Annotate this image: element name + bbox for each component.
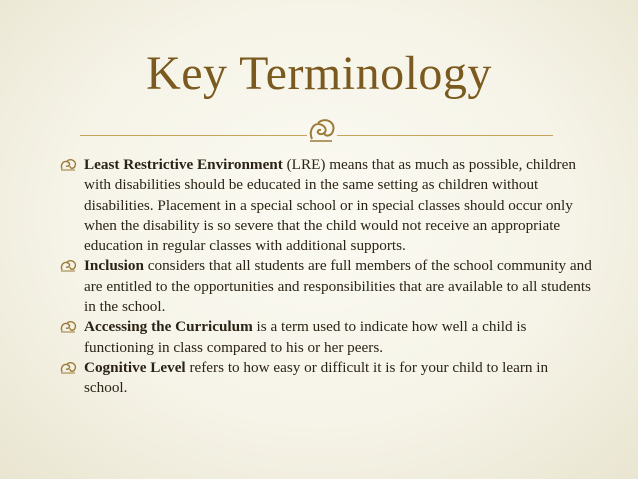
slide-title: Key Terminology	[146, 47, 492, 100]
list-item	[60, 317, 595, 358]
term-label: Cognitive Level	[84, 358, 186, 376]
title-divider-left	[80, 135, 307, 136]
list-item	[60, 256, 595, 317]
bullet-list	[60, 155, 595, 399]
ornament-bullet-icon	[60, 159, 77, 171]
term-definition: (LRE) means that as much as possible, children with disabilities should be educated in the same setting as children without disabilities. Placement in a special school or in special classes should occur only when the disability is so severe that the child would not receive an appropriate education in regular classes with additional supports.	[84, 156, 576, 255]
list-item	[60, 358, 595, 399]
term-label: Least Restrictive Environment	[84, 156, 283, 173]
title-divider-right	[337, 135, 553, 136]
ornament-bullet-icon	[60, 321, 77, 333]
ornament-icon	[306, 117, 338, 145]
term-definition: considers that all students are full members of the school community and are entitled to the opportunities and responsibilities that are available to all students in the school.	[84, 257, 592, 316]
ornament-bullet-icon	[60, 362, 77, 374]
ornament-bullet-icon	[60, 260, 77, 272]
list-item	[60, 155, 595, 256]
term-label: Inclusion	[84, 257, 144, 275]
term-label: Accessing the Curriculum	[84, 318, 253, 336]
term-definition: is a term used to indicate how well a child is functioning in class compared to his or her peers.	[84, 318, 527, 356]
term-definition: refers to how easy or difficult it is for your child to learn in school.	[84, 358, 549, 397]
